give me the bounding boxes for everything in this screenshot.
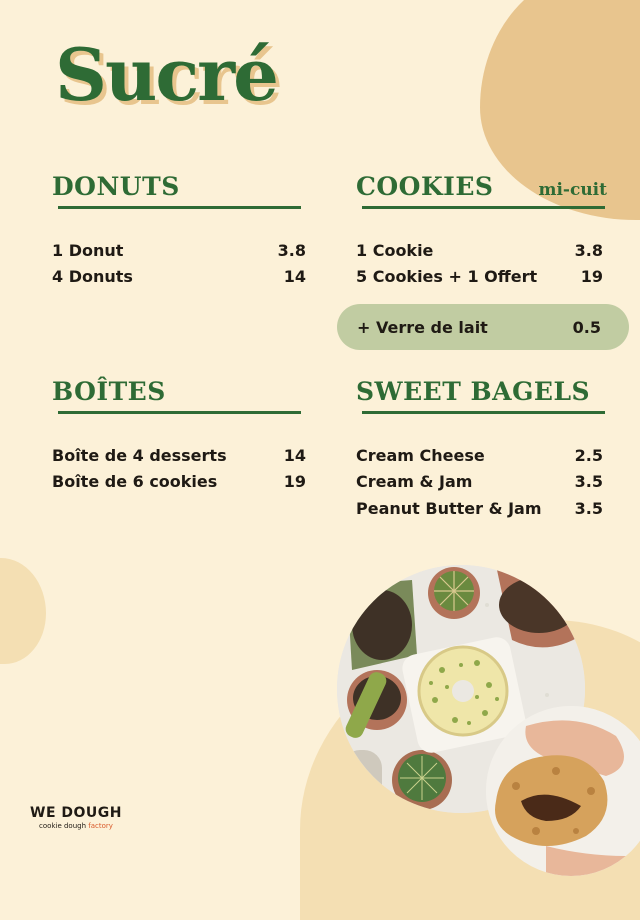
section-boites — [52, 377, 308, 495]
item-price: 3.8 — [277, 240, 306, 260]
item-price: 14 — [283, 445, 306, 465]
section-header — [52, 377, 308, 407]
item-name: 1 Donut — [52, 240, 124, 260]
section-title: SWEET BAGELS — [356, 377, 591, 406]
item-price: 3.5 — [574, 472, 603, 492]
menu-item — [356, 237, 605, 264]
menu-item — [356, 469, 605, 496]
section-title: BOÎTES — [52, 377, 166, 406]
brand-logo — [30, 805, 122, 830]
section-divider — [362, 206, 605, 209]
item-name: Boîte de 6 cookies — [52, 472, 218, 492]
item-name: Peanut Butter & Jam — [356, 498, 542, 518]
item-name: 4 Donuts — [52, 267, 133, 287]
item-name: 5 Cookies + 1 Offert — [356, 267, 538, 287]
menu-title: Sucré — [55, 32, 277, 117]
item-price: 2.5 — [574, 445, 603, 465]
decor-blob-left — [0, 558, 46, 664]
brand-tagline-accent: factory — [88, 822, 113, 830]
item-name: + Verre de lait — [357, 317, 488, 337]
menu-item — [356, 442, 605, 469]
section-cookies — [356, 172, 605, 290]
item-name: Boîte de 4 desserts — [52, 445, 227, 465]
item-price: 14 — [283, 267, 306, 287]
section-title: DONUTS — [52, 172, 180, 201]
menu-item — [52, 469, 308, 496]
menu-item — [356, 495, 605, 522]
section-subtitle: mi-cuit — [538, 180, 607, 200]
item-price: 19 — [283, 472, 306, 492]
section-divider — [58, 411, 301, 414]
section-header — [356, 172, 605, 202]
brand-name: WE DOUGH — [30, 805, 122, 821]
section-header — [52, 172, 308, 202]
section-header — [356, 377, 605, 407]
item-price: 3.5 — [574, 498, 603, 518]
item-name: 1 Cookie — [356, 240, 434, 260]
item-price: 19 — [580, 267, 603, 287]
section-sweet-bagels — [356, 377, 605, 522]
item-name: Cream Cheese — [356, 445, 485, 465]
section-title: COOKIES — [356, 172, 494, 201]
item-price: 3.8 — [574, 240, 603, 260]
extra-option-milk — [337, 304, 629, 350]
brand-tagline — [30, 822, 122, 830]
item-list — [52, 237, 308, 290]
item-list — [356, 442, 605, 522]
menu-item — [356, 264, 605, 291]
item-list — [356, 237, 605, 290]
item-name: Cream & Jam — [356, 472, 473, 492]
section-divider — [362, 411, 605, 414]
item-list — [52, 442, 308, 495]
menu-item — [52, 237, 308, 264]
section-donuts — [52, 172, 308, 290]
menu-item — [52, 442, 308, 469]
menu-item — [52, 264, 308, 291]
brand-tagline-prefix: cookie dough — [39, 822, 87, 830]
item-price: 0.5 — [572, 317, 601, 337]
section-divider — [58, 206, 301, 209]
